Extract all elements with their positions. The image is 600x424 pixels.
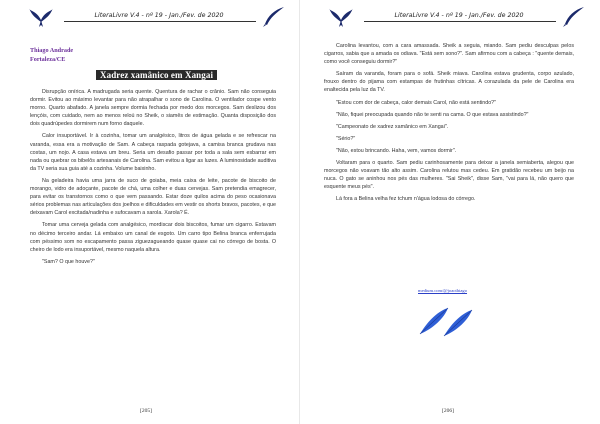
- paragraph: "Sam? O que houve?": [42, 258, 95, 265]
- story-body-left: [30, 88, 276, 270]
- page-number: [205]: [140, 408, 152, 414]
- paragraph: "Campeonato de xadrez xamânico em Xangai".: [336, 123, 449, 130]
- paragraph: "Não, estou brincando. Haha, vem, vamos dormir".: [336, 147, 457, 154]
- paragraph: Na geladeira havia uma jarra de suco de goiaba, meia caixa de leite, pacote de biscoito de morango, vidro de adoçante, pacote de chá, uma colher e duas cervejas. Sam pretendia emagrecer, para evitar os transtornos como o que vem passando. Estar doze quilos acima do peso ocasionava sérios problemas nas articulações dos joelhos e dificuldades em vestir os shorts bravos, pacotes, e que deixavam Carol excitada/nadinha e sufocavam a xarola. Xarola? É.: [30, 177, 276, 217]
- paragraph: Carolina levantou, com a cara amassada. Sheik a seguia, miando. Sam pediu desculpas pelos cigarros, sabia que a amada os odiava. "Está sem sono?". Sam afirmou com a cabeça : "quente demais, como você conseguiu dormir?": [324, 43, 574, 66]
- header-rule: [64, 21, 256, 22]
- page-number: [206]: [442, 408, 454, 414]
- paragraph: Calor insuportável. Ir à cozinha, tomar um analgésico, litros de água gelada e se refrescar na varanda, essa era a motivação de Sam. A cabeça raspada gotejava, a camisa branca grudava nas costas, um nojo. A casa estava um breu. Seria um desafio passar por toda a sala sem esbarrar em nada ou quebrar os bibelôs artesanais de Carolina. Sam evitou a ligar as luzes. A luminosidade auditiva da TV seria sua guia até a cozinha. Volume baixinho.: [30, 133, 276, 172]
- paragraph: "Não, fiquei preocupada quando não te senti na cama. O que estava assistindo?": [336, 111, 529, 118]
- paragraph: Lá fora a Belina velha fez tchum n'água lodosa do córrego.: [336, 196, 476, 203]
- running-header-text: LiteraLivre V.4 - nº 19 - Jan./Fev. de 2020: [394, 12, 524, 19]
- wings-logo-icon: [328, 6, 354, 28]
- author-block: [30, 46, 73, 64]
- right-page: [300, 0, 600, 424]
- author-name: Thiago Andrade: [30, 47, 74, 54]
- author-location: Fortaleza/CE: [30, 56, 66, 63]
- paragraph: Saíram da varanda, foram para o sofá. Sheik miava. Carolina estava grudenta, corpo azulado, frouxo dentro do pijama com estampas de frutinhas cítricas. A corazulada da pele de Carolina era enaltecida pela luz da TV.: [324, 71, 574, 94]
- paragraph: "Sério?": [336, 135, 356, 142]
- story-body-right: [324, 42, 574, 208]
- paragraph: Disrupção onírica. A madrugada seria quente. Quentura de rachar o crânio. Sam não conseguia dormir. Evitou ao máximo levantar para não atrapalhar o sono de Carolina. O ventilador cospe vento morno. Quarto abafado. A janela sempre dormia fechada por medo dos morcegos. Sam deslizou dos lençóis, com cuidado, nem ao menos reloú no Sheik, o siamês de estimação. Quanta disposição dos dois quadrúpedes dormirem num forno daquele.: [30, 89, 276, 128]
- header-rule: [364, 21, 556, 22]
- blue-feathers-icon: [418, 304, 474, 338]
- paragraph: Tomar uma cerveja gelada com analgésico, mordiscar dois biscoitos, fumar um cigarro. Estavam no décimo terceiro andar. Lá embaixo um canal de esgoto. Um carro tipo Belina branca enferrujada com péssimo som no escapamento passa ziguezagueando quase quase cai no córrego de bosta. O cheiro de lodo era insuportável, mesmo naquela altura.: [30, 222, 276, 253]
- running-header-text: LiteraLivre V.4 - nº 19 - Jan./Fev. de 2020: [94, 12, 224, 19]
- page-header-right: [328, 6, 590, 28]
- paragraph: Voltaram para o quarto. Sam pediu carinhosamente para deixar a janela semiaberta, alegou que morcegos não voavam tão alto assim. Carolina relutou mas cedeu. Em gratidão recebeu um beijo na nuca. O gato se aninhou nos pés das mulheres. "Sai Sheik", disse Sam, "vai para lá, não quero que esquente meus pés".: [324, 160, 574, 191]
- wings-logo-icon: [28, 6, 54, 28]
- author-credit-link[interactable]: medium.com/@joaothiago: [418, 288, 468, 293]
- quill-pen-icon: [260, 6, 286, 28]
- quill-pen-icon: [560, 6, 586, 28]
- story-title: Xadrez xamânico em Xangai: [96, 70, 217, 80]
- page-header-left: [28, 6, 290, 28]
- paragraph: "Estou com dor de cabeça, calor demais Carol, não está sentindo?": [336, 99, 497, 106]
